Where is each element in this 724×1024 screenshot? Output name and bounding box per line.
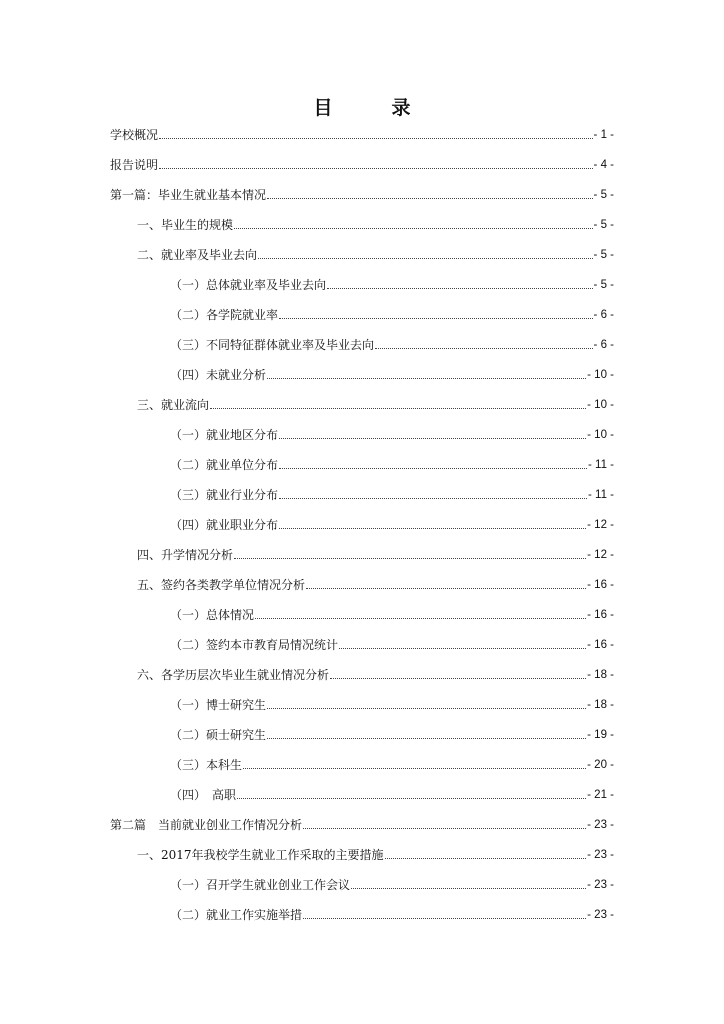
dot-leader [237,798,586,799]
toc-entry[interactable] [170,785,614,803]
dot-leader [255,618,586,619]
toc-entry-title: （三）不同特征群体就业率及毕业去向 [170,338,375,352]
toc-entry[interactable] [110,155,614,173]
dot-leader [279,468,587,469]
page-title: 目 录 [313,97,431,119]
toc-entry-title: 四、升学情况分析 [137,548,234,562]
toc-entry[interactable] [137,215,614,233]
toc-entry-page-number: - 21 - [587,789,614,801]
toc-entry[interactable] [170,605,614,623]
toc-entry-title: 一、2017年我校学生就业工作采取的主要措施 [137,848,384,862]
dot-leader [243,768,586,769]
toc-entry-page-number: - 11 - [588,489,614,501]
toc-entry[interactable] [137,395,614,413]
toc-entry-page-number: - 16 - [587,609,614,621]
dot-leader [159,168,593,169]
toc-entry-title: 三、就业流向 [137,398,210,412]
toc-entry[interactable] [137,545,614,563]
toc-entry-title: （四）未就业分析 [170,368,267,382]
toc-entry[interactable] [137,845,614,863]
toc-entry-page-number: - 11 - [588,459,614,471]
toc-entry-page-number: - 6 - [593,309,614,321]
toc-entry[interactable] [137,665,614,683]
toc-entry-page-number: - 18 - [587,699,614,711]
toc-entry-page-number: - 5 - [593,219,614,231]
dot-leader [210,408,586,409]
toc-entry-title: （二）各学院就业率 [170,308,279,322]
dot-leader [267,738,586,739]
dot-leader [306,588,586,589]
toc-entry-title: （一）召开学生就业创业工作会议 [170,878,351,892]
toc-entry[interactable] [170,365,614,383]
toc-entry-title: （三）就业行业分布 [170,488,279,502]
dot-leader [234,558,586,559]
toc-entry-page-number: - 12 - [587,549,614,561]
toc-entry-title: （一）总体情况 [170,608,255,622]
toc-entry-page-number: - 12 - [587,519,614,531]
dot-leader [351,888,586,889]
dot-leader [339,648,586,649]
toc-entry-page-number: - 1 - [593,129,614,141]
dot-leader [303,918,586,919]
dot-leader [234,228,593,229]
toc-entry[interactable] [170,485,614,503]
toc-entry-title: 六、各学历层次毕业生就业情况分析 [137,668,330,682]
toc-entry-title: （三）本科生 [170,758,243,772]
toc-entry-title: （二）就业工作实施举措 [170,908,303,922]
toc-entry-page-number: - 18 - [587,669,614,681]
toc-entry[interactable] [110,185,614,203]
toc-entry[interactable] [110,125,614,143]
dot-leader [267,708,586,709]
toc-entry-page-number: - 23 - [587,879,614,891]
dot-leader [267,378,586,379]
toc-entry-page-number: - 10 - [587,369,614,381]
toc-entry[interactable] [170,335,614,353]
toc-entry-title: 五、签约各类教学单位情况分析 [137,578,306,592]
toc-entry-title: 第一篇：毕业生就业基本情况 [110,188,267,202]
toc-entry-page-number: - 20 - [587,759,614,771]
toc-entry-page-number: - 10 - [587,429,614,441]
toc-entry-page-number: - 5 - [593,249,614,261]
toc-entry-title: 学校概况 [110,128,159,142]
dot-leader [258,258,593,259]
toc-entry-title: （一）博士研究生 [170,698,267,712]
toc-entry[interactable] [170,425,614,443]
dot-leader [279,318,593,319]
toc-entry[interactable] [170,515,614,533]
toc-entry[interactable] [170,635,614,653]
toc-entry-title: （一）总体就业率及毕业去向 [170,278,327,292]
toc-entry[interactable] [170,755,614,773]
toc-entry[interactable] [137,575,614,593]
dot-leader [303,828,586,829]
dot-leader [385,858,587,859]
toc-entry-page-number: - 4 - [593,159,614,171]
toc-entry-title: 第二篇 当前就业创业工作情况分析 [110,818,303,832]
toc-entry-page-number: - 10 - [587,399,614,411]
toc-entry-title: （二）硕士研究生 [170,728,267,742]
toc-entry-title: 一、毕业生的规模 [137,218,234,232]
toc-entry-title: （四）就业职业分布 [170,518,279,532]
dot-leader [375,348,593,349]
dot-leader [330,678,586,679]
toc-entry-page-number: - 23 - [587,909,614,921]
dot-leader [267,198,593,199]
toc-entry-page-number: - 23 - [587,819,614,831]
toc-entry-page-number: - 16 - [587,579,614,591]
toc-entry-page-number: - 23 - [587,849,614,861]
toc-entry-title: 报告说明 [110,158,159,172]
toc-entry[interactable] [170,725,614,743]
toc-entry[interactable] [170,305,614,323]
toc-entry[interactable] [170,695,614,713]
toc-entry-title: （二）签约本市教育局情况统计 [170,638,339,652]
toc-entry-title: 二、就业率及毕业去向 [137,248,258,262]
dot-leader [159,138,593,139]
toc-entry-title: （一）就业地区分布 [170,428,279,442]
toc-entry-page-number: - 5 - [593,279,614,291]
dot-leader [279,498,587,499]
toc-entry-page-number: - 16 - [587,639,614,651]
toc-entry[interactable] [170,275,614,293]
toc-entry-page-number: - 19 - [587,729,614,741]
dot-leader [279,438,586,439]
toc-entry-page-number: - 5 - [593,189,614,201]
toc-entry[interactable] [110,815,614,833]
toc-entry-page-number: - 6 - [593,339,614,351]
toc-entry[interactable] [170,905,614,923]
toc-entry-title: （四） 高职 [170,788,237,802]
toc-entry[interactable] [170,875,614,893]
toc-entry[interactable] [170,455,614,473]
toc-entry[interactable] [137,245,614,263]
dot-leader [327,288,593,289]
toc-entry-title: （二）就业单位分布 [170,458,279,472]
dot-leader [279,528,586,529]
